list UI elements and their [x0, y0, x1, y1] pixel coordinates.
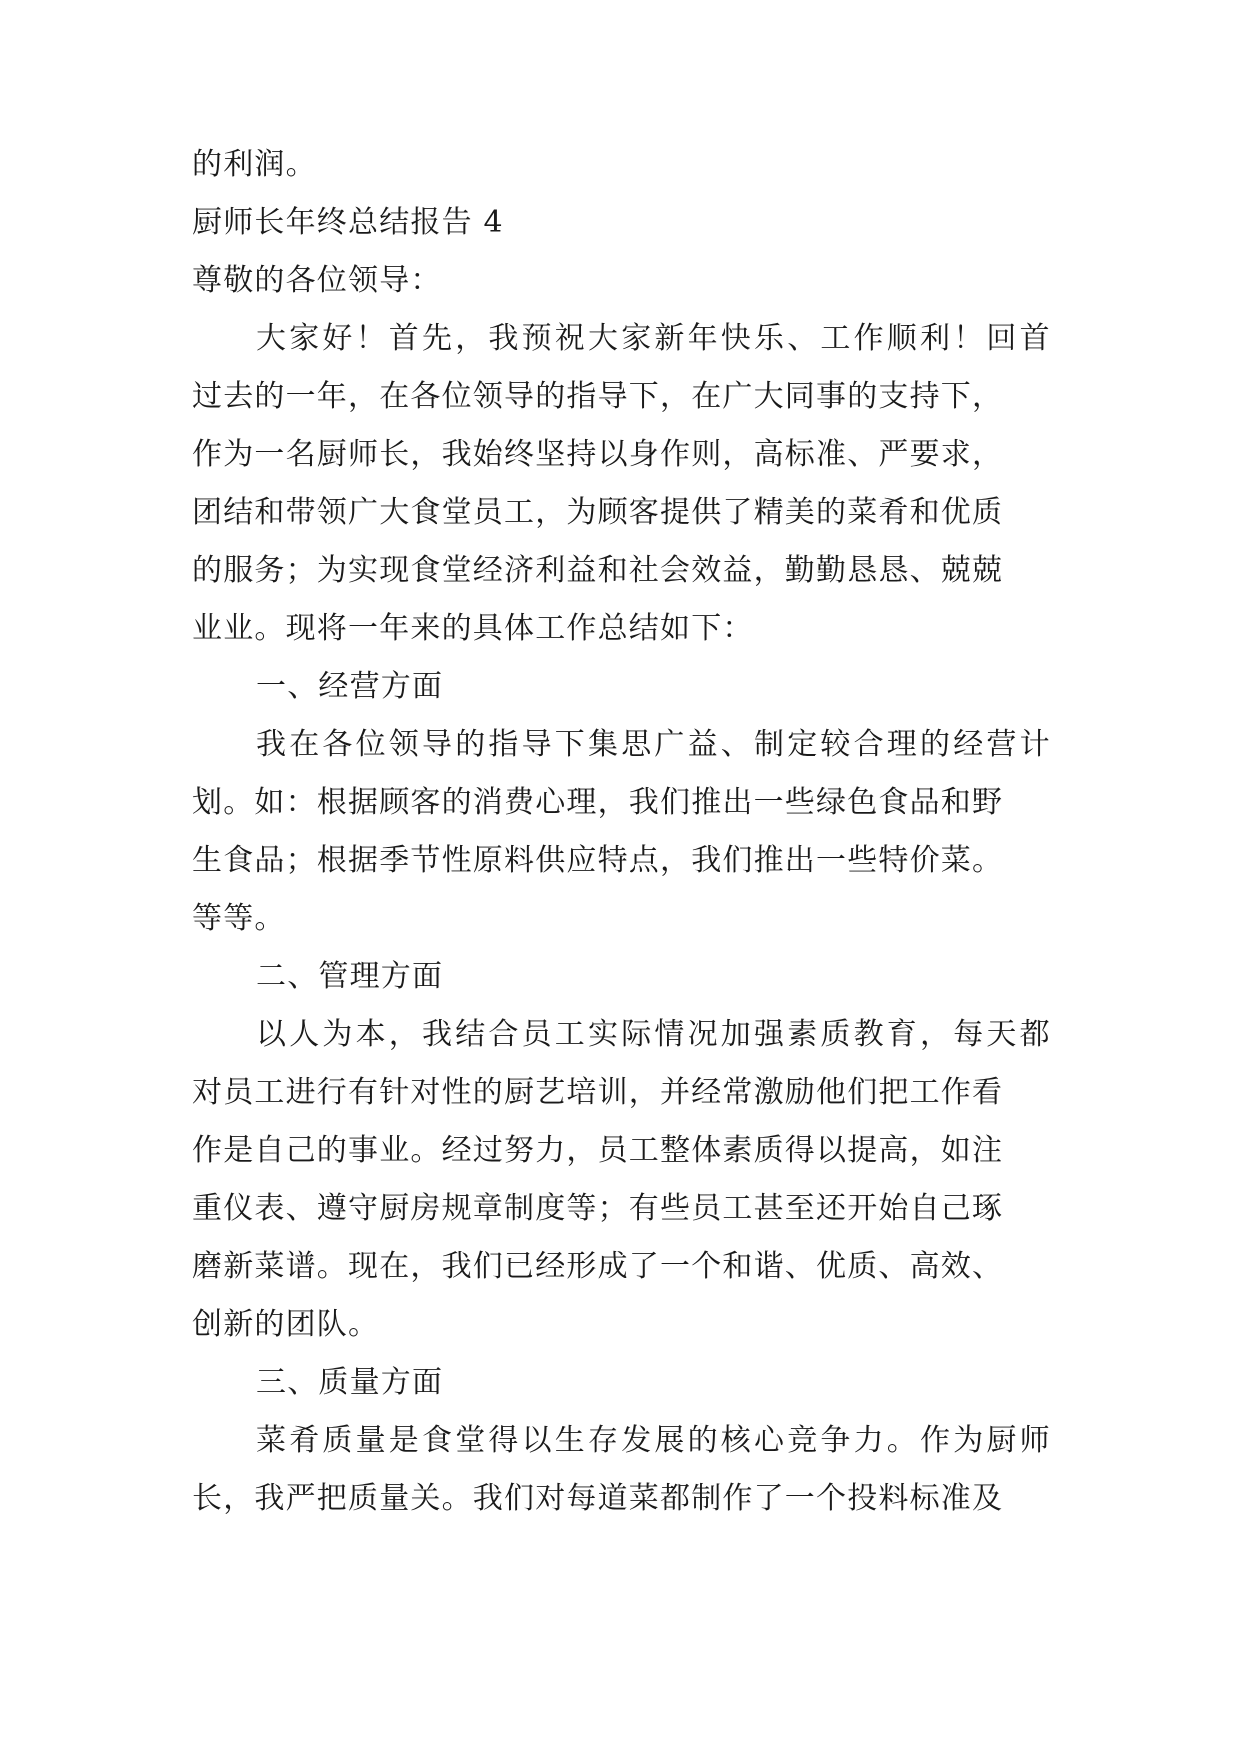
subheading-management: 二、管理方面 — [256, 959, 444, 994]
paragraph-line: 的服务；为实现食堂经济利益和社会效益，勤勤恳恳、兢兢 — [192, 553, 1004, 588]
section-title: 厨师长年终总结报告 4 — [192, 205, 504, 240]
subheading-quality: 三、质量方面 — [256, 1365, 444, 1400]
text-line: 的利润。 — [192, 147, 317, 182]
paragraph-line: 长，我严把质量关。我们对每道菜都制作了一个投料标准及 — [192, 1481, 1004, 1516]
paragraph-line: 团结和带领广大食堂员工，为顾客提供了精美的菜肴和优质 — [192, 495, 1004, 530]
paragraph-line: 大家好！首先，我预祝大家新年快乐、工作顺利！回首 — [256, 321, 1053, 356]
paragraph-line: 我在各位领导的指导下集思广益、制定较合理的经营计 — [256, 727, 1053, 762]
paragraph-line: 过去的一年，在各位领导的指导下，在广大同事的支持下， — [192, 379, 1004, 414]
paragraph-line: 作是自己的事业。经过努力，员工整体素质得以提高，如注 — [192, 1133, 1004, 1168]
paragraph-line: 业业。现将一年来的具体工作总结如下： — [192, 611, 754, 646]
paragraph-line: 重仪表、遵守厨房规章制度等；有些员工甚至还开始自己琢 — [192, 1191, 1004, 1226]
paragraph-line: 对员工进行有针对性的厨艺培训，并经常激励他们把工作看 — [192, 1075, 1004, 1110]
paragraph-line: 生食品；根据季节性原料供应特点，我们推出一些特价菜。 — [192, 843, 1004, 878]
paragraph-line: 划。如：根据顾客的消费心理，我们推出一些绿色食品和野 — [192, 785, 1004, 820]
paragraph-line: 菜肴质量是食堂得以生存发展的核心竞争力。作为厨师 — [256, 1423, 1053, 1458]
paragraph-line: 以人为本，我结合员工实际情况加强素质教育，每天都 — [256, 1017, 1053, 1052]
paragraph-line: 等等。 — [192, 901, 286, 936]
subheading-operations: 一、经营方面 — [256, 669, 444, 704]
salutation: 尊敬的各位领导： — [192, 263, 442, 298]
paragraph-line: 创新的团队。 — [192, 1307, 380, 1342]
paragraph-line: 作为一名厨师长，我始终坚持以身作则，高标准、严要求， — [192, 437, 1004, 472]
paragraph-line: 磨新菜谱。现在，我们已经形成了一个和谐、优质、高效、 — [192, 1249, 1004, 1284]
